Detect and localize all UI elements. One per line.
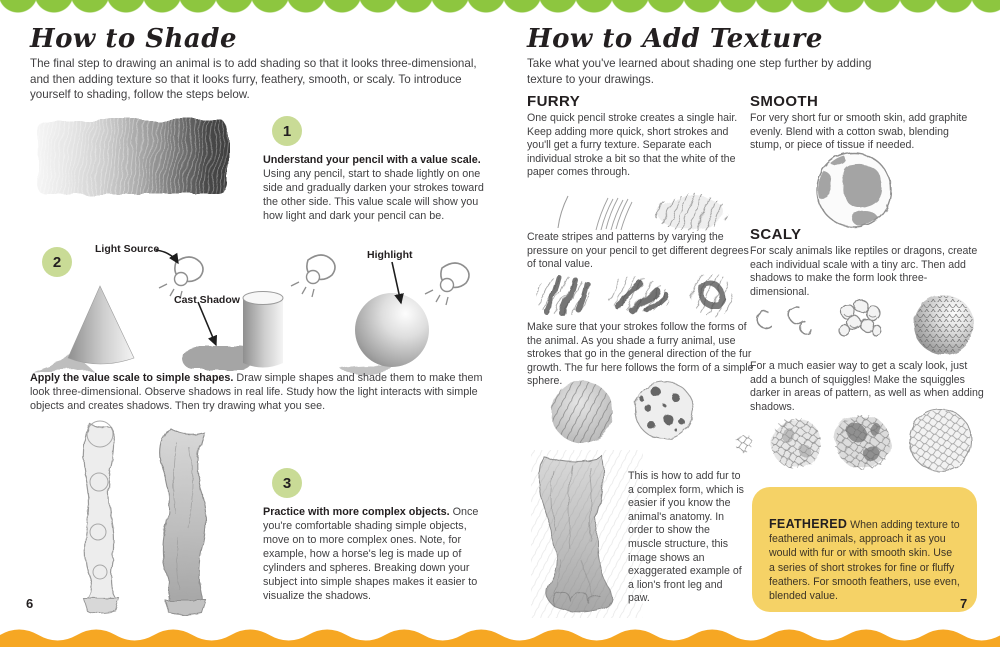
apply-lead: Apply the value scale to simple shapes.: [30, 372, 234, 384]
scaly-p2: For a much easier way to get a scaly look, just add a bunch of squiggles! Make the squiggles darker in areas of pattern, as well as when adding shadows.: [750, 360, 984, 413]
lamp-icon: [425, 263, 469, 305]
sphere-drawing: [355, 293, 429, 367]
smooth-heading: SMOOTH: [750, 93, 819, 110]
scallop-border-top: [0, 0, 1000, 15]
apply-value-scale-text: [30, 371, 498, 413]
furry-heading: FURRY: [527, 93, 581, 110]
step-1-body: Using any pencil, start to shade lightly on one side and gradually darken your strokes toward the other side. This value scale will show you how light and dark your pencil can be.: [263, 168, 484, 222]
furry-p3: Make sure that your strokes follow the forms of the animal. As you shade a furry animal, use strokes that go in the general direction of the fur growth. The fur here follows the form of a simple sphere.: [527, 321, 754, 388]
scaly-steps-drawing: [748, 292, 982, 362]
smooth-p1: For very short fur or smooth skin, add graphite evenly. Blend with a cotton swab, blending stump, or piece of tissue if needed.: [750, 112, 968, 152]
cast-shadow-arrow: [198, 302, 216, 345]
horse-legs-drawing: [52, 418, 234, 616]
feathered-body: When adding texture to feathered animals, approach it as you would with fur or with smooth skin. Use a series of short strokes for fine or fluffy feathers. For smooth feathers, use even, blended value.: [769, 519, 960, 603]
step-1-number: 1: [272, 116, 302, 146]
step-2-number: 2: [42, 247, 72, 277]
lamp-icon: [159, 257, 203, 299]
light-source-label: Light Source: [95, 243, 160, 255]
wave-border-bottom: [0, 621, 1000, 647]
step-3-lead: Practice with more complex objects.: [263, 506, 450, 518]
cone-drawing: [68, 286, 134, 364]
squiggle-drawing: [733, 402, 982, 474]
right-page-number: 7: [960, 596, 968, 611]
furry-p2: Create stripes and patterns by varying the pressure on your pencil to get different degrees of tonal value.: [527, 231, 749, 271]
light-source-arrow: [156, 250, 178, 263]
scaly-p1: For scaly animals like reptiles or dragons, create each individual scale with a tiny arc. Then add shadows to make the form look three-dimensional.: [750, 245, 978, 298]
fur-strokes-drawing: [540, 186, 740, 232]
left-page-number: 6: [26, 596, 34, 611]
feathered-callout: [752, 487, 977, 612]
cylinder-cast-shadow: [182, 346, 252, 369]
step-3-text: [263, 505, 493, 603]
highlight-label: Highlight: [367, 249, 413, 261]
furry-p1: One quick pencil stroke creates a single hair. Keep adding more quick, short strokes and you'll get a furry texture. Separate each individual stroke a bit so that the white of the paper comes through.: [527, 112, 738, 179]
step-1-lead: Understand your pencil with a value scale.: [263, 154, 481, 166]
step-1-text: [263, 153, 488, 223]
furry-p4: This is how to add fur to a complex form, which is easier if you know the animal's anatomy. In order to show the muscle structure, this image shows an exaggerated example of a lion's front leg and paw.: [628, 470, 744, 605]
lion-leg-drawing: [531, 450, 643, 618]
fur-spheres-drawing: [548, 378, 728, 448]
left-page-intro: The final step to drawing an animal is to add shading so that it looks three-dimensional, and then adding texture so that it looks furry, feathery, smooth, or scaly. To introduce yourself to shading, follow the steps below.: [30, 57, 477, 102]
right-page-intro: Take what you've learned about shading one step further by adding texture to your drawings.: [527, 57, 872, 86]
cylinder-drawing: [243, 298, 283, 368]
value-scale-drawing: [28, 108, 240, 210]
apply-body: Draw simple shapes and shade them to make them look three-dimensional. Observe shadows in real life. Study how the light interacts with simple objects and creates shadows. Then try drawing what you see.: [30, 372, 483, 412]
smooth-sphere-drawing: [808, 150, 904, 234]
step-3-number: 3: [272, 468, 302, 498]
right-page-title: How to Add Texture: [527, 24, 823, 54]
step-3-body: Once you're comfortable shading simple objects, move on to more complex ones. Note, for example, how a horse's leg is made up of cylinders and spheres. Breaking down your subject into simple shapes makes it easier to visualize the shadows.: [263, 506, 479, 602]
left-page-title: How to Shade: [30, 24, 237, 54]
cast-shadow-label: Cast Shadow: [174, 294, 240, 306]
scaly-heading: SCALY: [750, 226, 802, 243]
feathered-heading: FEATHERED: [769, 517, 848, 531]
lamp-icon: [291, 255, 335, 297]
stripe-patterns-drawing: [530, 265, 740, 321]
step-2-diagram: [30, 240, 495, 380]
